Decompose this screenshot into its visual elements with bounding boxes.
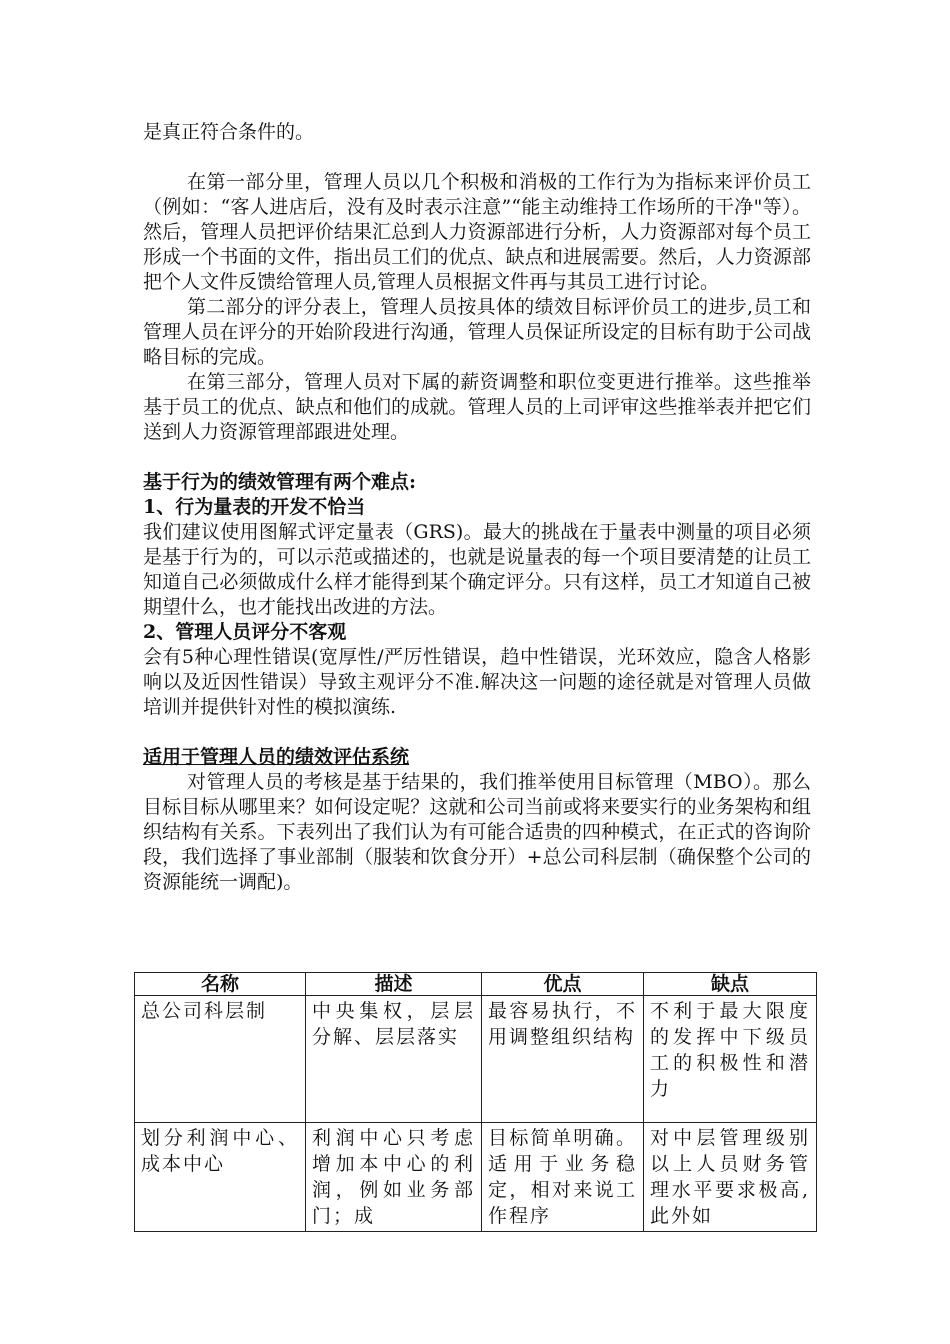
table-cell: 总公司科层制	[135, 996, 306, 1123]
table-cell: 利润中心只考虑增加本中心的利润，例如业务部门；成	[306, 1123, 482, 1232]
paragraph-part-three: 在第三部分，管理人员对下属的薪资调整和职位变更进行推举。这些推举基于员工的优点、缺点和他们的成就。管理人员的上司评审这些推举表并把它们送到人力资源管理部跟进处理。	[143, 371, 811, 443]
table-cell: 划分利润中心、成本中心	[135, 1123, 306, 1232]
paragraph-errors: 会有5种心理性错误(宽厚性/严厉性错误，趋中性错误，光环效应，隐含人格影响以及近因性错误）导致主观评分不准.解决这一问题的途径就是对管理人员做培训并提供针对性的模拟演练.	[143, 646, 811, 718]
table-cell: 中央集权，层层分解、层层落实	[306, 996, 482, 1123]
heading-behavior-difficulties: 基于行为的绩效管理有两个难点:	[143, 471, 417, 493]
header-description: 描述	[306, 973, 482, 996]
heading-difficulty-one: 1、行为量表的开发不恰当	[143, 496, 366, 518]
table-cell: 最容易执行，不用调整组织结构	[482, 996, 644, 1123]
header-advantages: 优点	[482, 973, 644, 996]
heading-difficulty-two: 2、管理人员评分不客观	[143, 621, 347, 643]
paragraph-grs: 我们建议使用图解式评定量表（GRS)。最大的挑战在于量表中测量的项目必须是基于行为的，可以示范或描述的，也就是说量表的每一个项目要清楚的让员工知道自己必须做成什么样才能得到某个确定评分。只有这样，员工才知道自己被期望什么，也才能找出改进的方法。	[143, 521, 811, 618]
header-disadvantages: 缺点	[644, 973, 817, 996]
paragraph-continuation: 是真正符合条件的。	[143, 121, 315, 143]
document-body	[143, 120, 811, 895]
paragraph-mbo: 对管理人员的考核是基于结果的，我们推举使用目标管理（MBO）。那么目标目标从哪里来？如何设定呢？这就和公司当前或将来要实行的业务架构和组织结构有关系。下表列出了我们认为有可能合适贵的四种模式，在正式的咨询阶段，我们选择了事业部制（服装和饮食分开）+总公司科层制（确保整个公司的资源能统一调配)。	[143, 771, 811, 893]
table-row	[135, 1123, 817, 1232]
table-cell: 不利于最大限度的发挥中下级员工的积极性和潜力	[644, 996, 817, 1123]
paragraph-part-one: 在第一部分里，管理人员以几个积极和消极的工作行为为指标来评价员工（例如：“客人进店后，没有及时表示注意”“能主动维持工作场所的干净"等）。然后，管理人员把评价结果汇总到人力资源部进行分析，人力资源部对每个员工形成一个书面的文件，指出员工们的优点、缺点和进展需要。然后，人力资源部把个人文件反馈给管理人员,管理人员根据文件再与其员工进行讨论。	[143, 171, 811, 293]
header-name: 名称	[135, 973, 306, 996]
section-heading-manager-system: 适用于管理人员的绩效评估系统	[143, 746, 410, 768]
table-row	[135, 996, 817, 1123]
table-header-row	[135, 973, 817, 996]
model-comparison-table	[134, 972, 817, 1232]
table-cell: 目标简单明确。适用于业务稳定，相对来说工作程序	[482, 1123, 644, 1232]
paragraph-part-two: 第二部分的评分表上，管理人员按具体的绩效目标评价员工的进步,员工和管理人员在评分的开始阶段进行沟通，管理人员保证所设定的目标有助于公司战略目标的完成。	[143, 296, 811, 368]
table-cell: 对中层管理级别以上人员财务管理水平要求极高,此外如	[644, 1123, 817, 1232]
